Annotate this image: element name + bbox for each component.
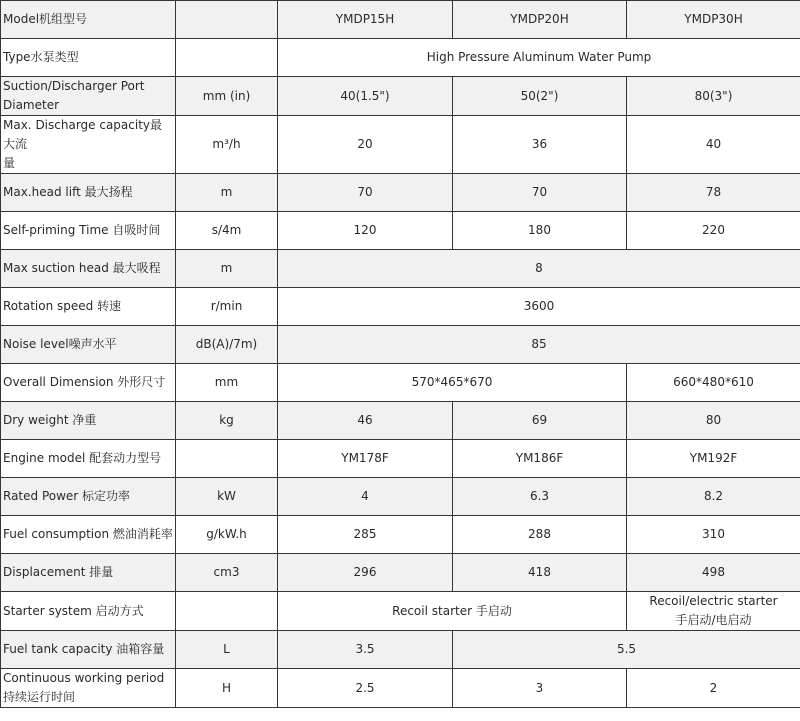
header-unit <box>176 1 278 39</box>
row-value-merged: 85 <box>278 326 800 364</box>
row-value: 2 <box>627 669 800 708</box>
row-value: 70 <box>453 174 627 212</box>
row-value-merged: High Pressure Aluminum Water Pump <box>278 39 800 77</box>
model-ymdp30h: YMDP30H <box>627 1 800 39</box>
row-engine-model <box>1 440 800 478</box>
row-value: 296 <box>278 554 453 592</box>
row-unit: H <box>176 669 278 708</box>
row-value: 70 <box>278 174 453 212</box>
row-label: Dry weight 净重 <box>1 402 176 440</box>
row-label: Max.head lift 最大扬程 <box>1 174 176 212</box>
row-value: 180 <box>453 212 627 250</box>
row-unit: r/min <box>176 288 278 326</box>
row-value: 660*480*610 <box>627 364 800 402</box>
row-unit: g/kW.h <box>176 516 278 554</box>
row-fuel-consumption <box>1 516 800 554</box>
row-unit: s/4m <box>176 212 278 250</box>
header-row <box>1 1 800 39</box>
row-value: 310 <box>627 516 800 554</box>
row-self-priming <box>1 212 800 250</box>
row-unit: mm (in) <box>176 77 278 116</box>
row-value-merged: Recoil starter 手启动 <box>278 592 627 631</box>
row-head-lift <box>1 174 800 212</box>
row-suction-head <box>1 250 800 288</box>
row-label <box>1 116 176 174</box>
row-value: 498 <box>627 554 800 592</box>
row-value: 285 <box>278 516 453 554</box>
row-value: 46 <box>278 402 453 440</box>
row-unit <box>176 39 278 77</box>
row-label: Fuel tank capacity 油箱容量 <box>1 631 176 669</box>
row-value: 80(3") <box>627 77 800 116</box>
row-label: Engine model 配套动力型号 <box>1 440 176 478</box>
row-type <box>1 39 800 77</box>
row-discharge-capacity <box>1 116 800 174</box>
row-unit <box>176 440 278 478</box>
row-rated-power <box>1 478 800 516</box>
row-value: 78 <box>627 174 800 212</box>
row-label: Self-priming Time 自吸时间 <box>1 212 176 250</box>
row-value: 6.3 <box>453 478 627 516</box>
row-label-line2: 持续运行时间 <box>3 690 76 704</box>
row-label: Fuel consumption 燃油消耗率 <box>1 516 176 554</box>
row-label: Overall Dimension 外形尺寸 <box>1 364 176 402</box>
row-unit <box>176 592 278 631</box>
row-value: 4 <box>278 478 453 516</box>
row-label: Type水泵类型 <box>1 39 176 77</box>
row-value: 8.2 <box>627 478 800 516</box>
row-noise-level <box>1 326 800 364</box>
row-value: 80 <box>627 402 800 440</box>
row-label: Suction/Discharger Port Diameter <box>1 77 176 116</box>
row-value <box>627 592 800 631</box>
row-value-merged: 570*465*670 <box>278 364 627 402</box>
row-value: 40(1.5") <box>278 77 453 116</box>
row-displacement <box>1 554 800 592</box>
row-continuous-working <box>1 669 800 708</box>
row-value-merged: 5.5 <box>453 631 800 669</box>
row-value: 20 <box>278 116 453 174</box>
row-unit: mm <box>176 364 278 402</box>
row-unit: kg <box>176 402 278 440</box>
row-unit: dB(A)/7m) <box>176 326 278 364</box>
row-value: 69 <box>453 402 627 440</box>
row-label: Rated Power 标定功率 <box>1 478 176 516</box>
row-value: 36 <box>453 116 627 174</box>
row-label-line1: Continuous working period <box>3 671 165 685</box>
row-label <box>1 669 176 708</box>
row-value: 40 <box>627 116 800 174</box>
row-fuel-tank-capacity <box>1 631 800 669</box>
row-dry-weight <box>1 402 800 440</box>
row-value: 418 <box>453 554 627 592</box>
row-unit: L <box>176 631 278 669</box>
model-ymdp20h: YMDP20H <box>453 1 627 39</box>
row-unit: cm3 <box>176 554 278 592</box>
row-value: 2.5 <box>278 669 453 708</box>
row-label: Displacement 排量 <box>1 554 176 592</box>
row-value: YM178F <box>278 440 453 478</box>
row-value: 120 <box>278 212 453 250</box>
row-value-line2: 手启动/电启动 <box>675 613 752 627</box>
row-starter-system <box>1 592 800 631</box>
row-overall-dimension <box>1 364 800 402</box>
row-value: 220 <box>627 212 800 250</box>
row-label: Noise level噪声水平 <box>1 326 176 364</box>
row-label-line1: Max. Discharge capacity最大流 <box>3 118 163 151</box>
row-rotation-speed <box>1 288 800 326</box>
row-value: YM192F <box>627 440 800 478</box>
row-unit: m <box>176 250 278 288</box>
row-value: 3 <box>453 669 627 708</box>
row-label-line2: 量 <box>3 156 16 170</box>
row-value: 3.5 <box>278 631 453 669</box>
row-value-line1: Recoil/electric starter <box>649 594 778 608</box>
row-label: Max suction head 最大吸程 <box>1 250 176 288</box>
row-value-merged: 8 <box>278 250 800 288</box>
row-unit: m <box>176 174 278 212</box>
row-label: Rotation speed 转速 <box>1 288 176 326</box>
header-label: Model机组型号 <box>1 1 176 39</box>
row-port-diameter <box>1 77 800 116</box>
row-unit: m³/h <box>176 116 278 174</box>
row-unit: kW <box>176 478 278 516</box>
row-value-merged: 3600 <box>278 288 800 326</box>
row-value: YM186F <box>453 440 627 478</box>
row-label: Starter system 启动方式 <box>1 592 176 631</box>
row-value: 288 <box>453 516 627 554</box>
model-ymdp15h: YMDP15H <box>278 1 453 39</box>
row-value: 50(2") <box>453 77 627 116</box>
